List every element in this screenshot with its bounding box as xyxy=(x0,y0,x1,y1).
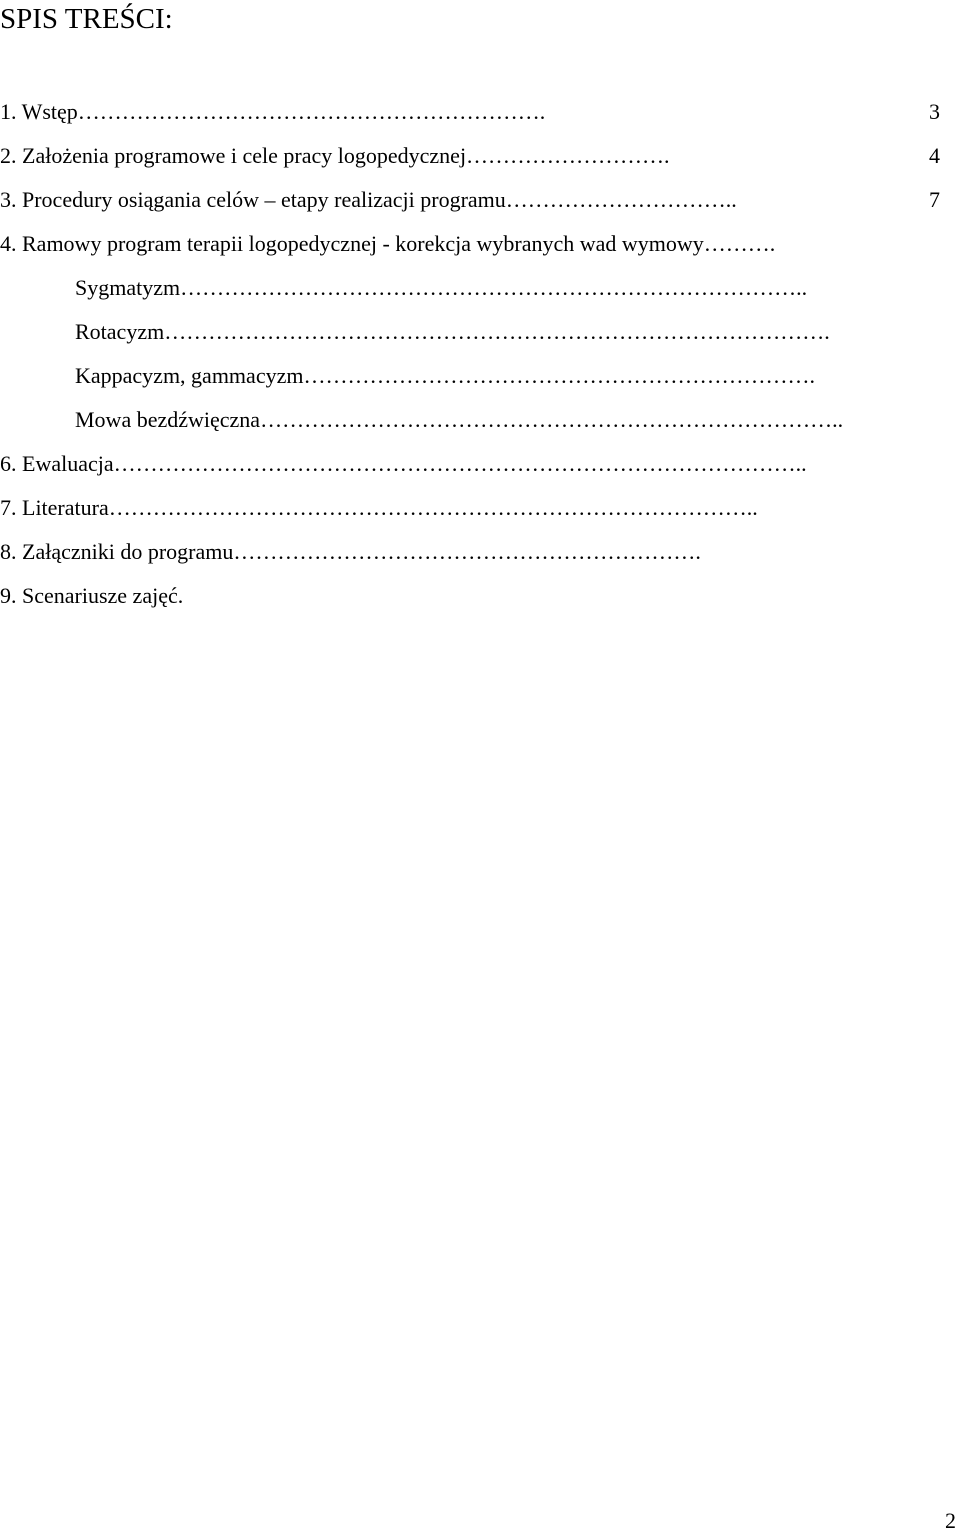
toc-item-text: Kappacyzm, gammacyzm……………………………………………………………. xyxy=(75,363,815,388)
toc-item-text: Mowa bezdźwięczna…………………………………………………………………….. xyxy=(75,407,844,432)
toc-subitem xyxy=(0,310,960,354)
table-of-contents xyxy=(0,90,960,618)
toc-item xyxy=(0,530,960,574)
toc-item-text: 9. Scenariusze zajęć. xyxy=(0,583,184,608)
toc-item xyxy=(0,222,960,266)
toc-item-text: Rotacyzm………………………………………………………………………………. xyxy=(75,319,830,344)
toc-item-text: 6. Ewaluacja………………………………………………………………………………….. xyxy=(0,451,807,476)
toc-item xyxy=(0,442,960,486)
toc-item-text: 2. Założenia programowe i cele pracy logopedycznej………………………. xyxy=(0,143,670,168)
toc-item xyxy=(0,134,960,178)
toc-item-text: 8. Załączniki do programu………………………………………………………. xyxy=(0,539,701,564)
toc-item xyxy=(0,486,960,530)
toc-item-text: 3. Procedury osiągania celów – etapy realizacji programu………………………….. xyxy=(0,187,737,212)
toc-item-text: 7. Literatura…………………………………………………………………………….. xyxy=(0,495,758,520)
toc-subitem xyxy=(0,354,960,398)
page-number: 2 xyxy=(945,1508,956,1533)
toc-item-page: 3 xyxy=(929,99,940,124)
toc-item xyxy=(0,178,960,222)
toc-item xyxy=(0,90,960,134)
page-title: SPIS TREŚCI: xyxy=(0,3,173,35)
toc-item-text: 1. Wstęp………………………………………………………. xyxy=(0,99,546,124)
toc-item-text: Sygmatyzm………………………………………………………………………….. xyxy=(75,275,808,300)
toc-item-text: 4. Ramowy program terapii logopedycznej - korekcja wybranych wad wymowy………. xyxy=(0,231,776,256)
toc-subitem xyxy=(0,398,960,442)
toc-subitem xyxy=(0,266,960,310)
toc-item xyxy=(0,574,960,618)
toc-item-page: 4 xyxy=(929,143,940,168)
toc-item-page: 7 xyxy=(929,187,940,212)
